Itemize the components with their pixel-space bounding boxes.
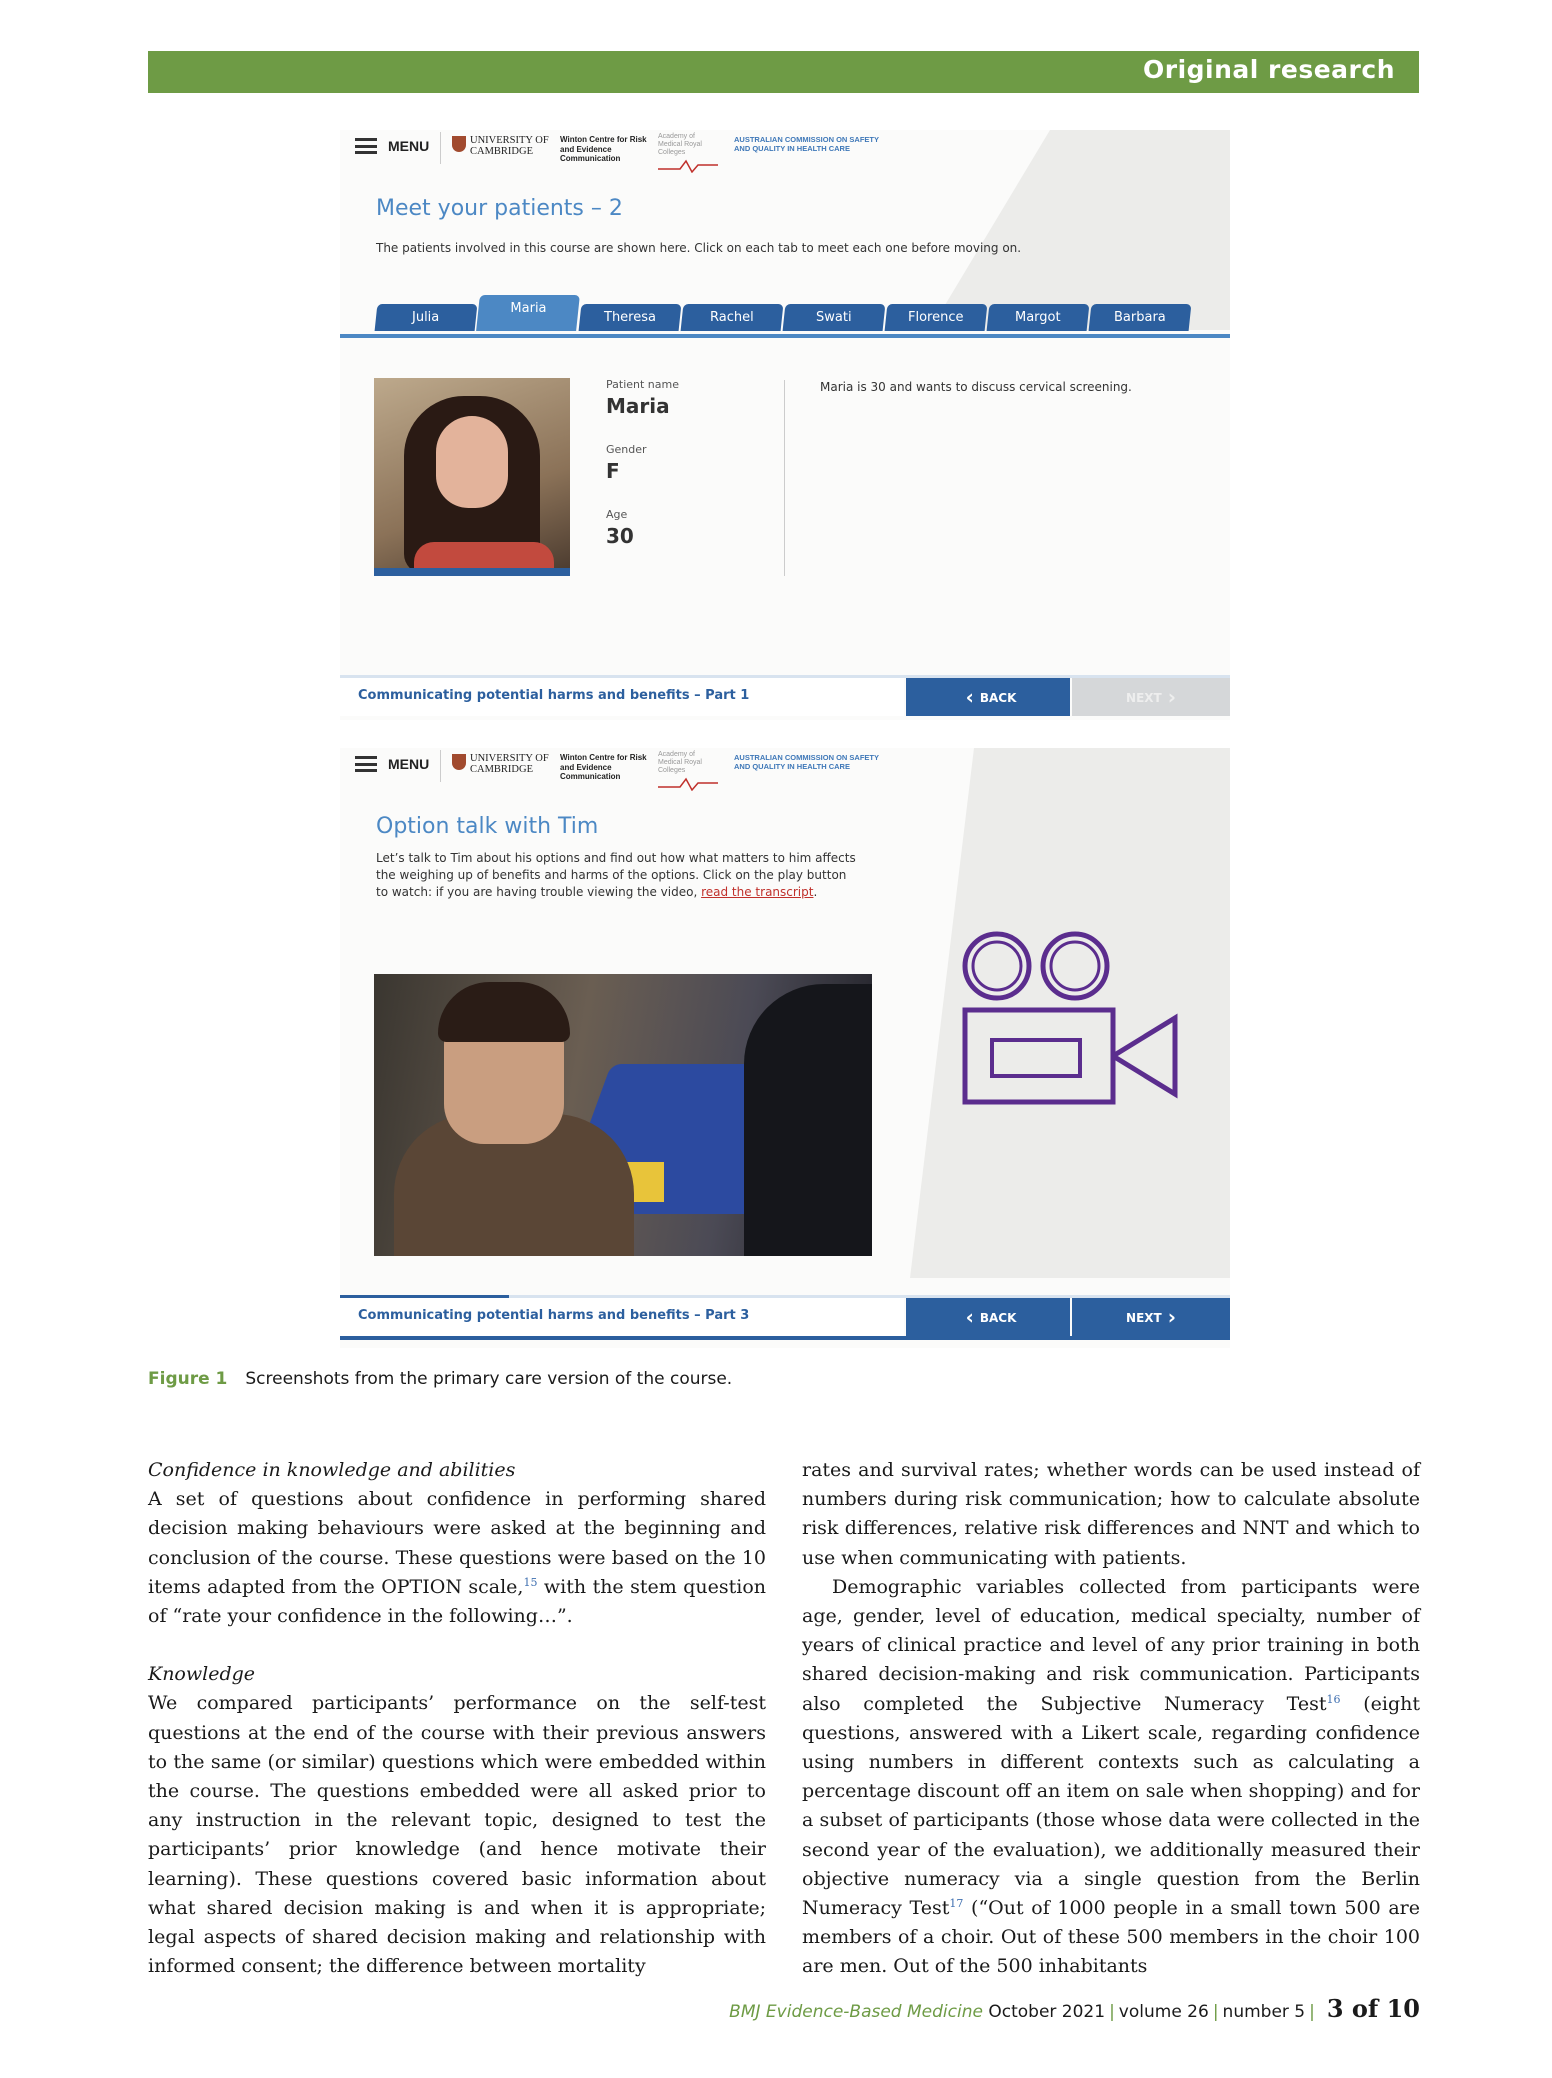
figure-label: Figure 1 [148,1369,228,1389]
next-label: NEXT [1126,691,1162,705]
patient-age: 30 [606,524,634,548]
chevron-right-icon: › [1167,685,1176,709]
video-foreground-figure [744,984,872,1256]
transcript-link[interactable]: read the transcript [701,885,814,899]
footer-title-bar [340,1298,904,1336]
paragraph-text: (eight questions, answered with a Likert scale, regarding confidence using numbers in different contexts such as calculating a percentage discount off an item on sale when shopping) and for a subset of participants (those whose data were collected in the second year of the evaluation), we additionally measured their objective numeracy via a single question from the Berlin Numeracy Test [802,1692,1420,1920]
tab-label: Julia [412,310,440,325]
reference-link[interactable]: 17 [949,1897,964,1911]
cambridge-logo: UNIVERSITY OF CAMBRIDGE [470,135,549,157]
volume: volume 26 [1118,2002,1209,2022]
video-player[interactable] [374,974,872,1256]
course-screenshot-option-talk [340,748,1230,1348]
winton-logo: Winton Centre for Risk and Evidence Communication [560,135,647,163]
journal-name: BMJ Evidence-Based Medicine [729,2002,983,2022]
ecg-line-icon [658,775,718,791]
chevron-left-icon: ‹ [965,1305,974,1329]
tab-swati[interactable] [783,304,886,331]
winton-logo: Winton Centre for Risk and Evidence Communication [560,753,647,781]
reference-link[interactable]: 16 [1326,1692,1341,1706]
tab-barbara[interactable] [1089,304,1192,331]
instruction-text: to watch: if you are having trouble viewing the video, [376,885,702,899]
back-label: BACK [979,691,1017,705]
academy-logo: Academy of Medical Royal Colleges [658,133,702,156]
tab-maria[interactable] [476,295,580,331]
next-button[interactable] [1072,678,1230,716]
paragraph: rates and survival rates; whether words can be used instead of numbers during risk communication; how to calculate absolute risk differences, relative risk differences and NNT and which to use when communicating with patients. [802,1459,1420,1569]
patient-gender: F [606,459,620,483]
tab-underline [340,334,1230,338]
next-label: NEXT [1126,1311,1162,1325]
paragraph [148,1485,766,1631]
issue-number: number 5 [1222,2002,1306,2022]
separator: | [1212,2002,1219,2022]
chevron-right-icon: › [1167,1305,1176,1329]
course-topbar [340,130,1230,200]
figure-caption-text: Screenshots from the primary care version of the course. [245,1369,733,1389]
age-label: Age [606,508,628,521]
section-heading: Confidence in knowledge and abilities [148,1459,516,1481]
screen-instructions: The patients involved in this course are shown here. Click on each tab to meet each one before moving on. [376,241,1022,255]
patient-name: Maria [606,394,670,418]
paragraph-text: with the stem question of “rate your confidence in the following…”. [148,1575,766,1628]
tab-label: Barbara [1114,310,1166,325]
tab-label: Florence [908,310,964,325]
course-footer [340,675,1230,719]
tab-label: Rachel [710,310,754,325]
instruction-line: the weighing up of benefits and harms of the options. Click on the play button [376,868,847,882]
australian-commission-logo: AUSTRALIAN COMMISSION ON SAFETY AND QUALITY IN HEALTH CARE [734,135,879,153]
section-label: Original research [1143,55,1395,84]
patient-name-label: Patient name [606,378,679,391]
instruction-line [376,884,856,901]
back-button[interactable] [906,1298,1070,1336]
footer-title-bar [340,678,904,716]
info-divider [784,380,785,576]
left-column [148,1456,766,1981]
menu-label[interactable]: MENU [388,138,430,154]
separator: | [1109,2002,1115,2022]
module-title: Communicating potential harms and benefits – Part 3 [358,1308,750,1323]
paragraph [802,1573,1420,1982]
ecg-line-icon [658,157,718,173]
tab-label: Swati [816,310,852,325]
hamburger-menu-icon[interactable] [355,756,377,772]
tab-theresa[interactable] [579,304,682,331]
course-footer [340,1295,1230,1339]
photo-accent-strip [374,568,570,576]
module-title: Communicating potential harms and benefits – Part 1 [358,688,750,703]
cambridge-logo: UNIVERSITY OF CAMBRIDGE [470,753,549,775]
tab-rachel[interactable] [681,304,784,331]
instruction-line: Let’s talk to Tim about his options and find out how what matters to him affects [376,851,856,865]
spacer [148,1631,766,1660]
screen-title: Meet your patients – 2 [376,196,623,221]
separator: | [1309,2002,1315,2022]
paragraph-text: (“Out of 1000 people in a small town 500 are members of a choir. Out of these 500 members in the choir 100 are men. Out of the 500 inhabitants [802,1897,1420,1978]
tab-julia[interactable] [375,304,478,331]
tab-label: Maria [510,301,547,316]
divider [440,750,441,782]
back-label: BACK [979,1311,1017,1325]
screen-instructions [376,850,856,901]
academy-logo: Academy of Medical Royal Colleges [658,751,702,774]
cambridge-crest-icon [452,136,466,152]
screen-title: Option talk with Tim [376,814,599,839]
menu-label[interactable]: MENU [388,756,430,772]
back-button[interactable] [906,678,1070,716]
course-screenshot-patients [340,130,1230,720]
tab-label: Margot [1015,310,1061,325]
video-hair [438,982,570,1042]
gender-label: Gender [606,443,647,456]
next-button[interactable] [1072,1298,1230,1336]
australian-commission-logo: AUSTRALIAN COMMISSION ON SAFETY AND QUALITY IN HEALTH CARE [734,753,879,771]
right-column [802,1456,1420,1982]
divider [440,132,441,164]
reference-link[interactable]: 15 [523,1575,538,1589]
photo-face [436,416,508,508]
patient-description: Maria is 30 and wants to discuss cervical screening. [820,380,1132,394]
figure-caption [148,1369,732,1389]
paragraph-text: A set of questions about confidence in performing shared decision making behaviours were asked at the beginning and conclusion of the course. These questions were based on the 10 items adapted from the OPTION scale, [148,1488,766,1598]
patient-photo [374,378,570,574]
tab-label: Theresa [604,310,656,325]
chevron-left-icon: ‹ [965,685,974,709]
issue-date: October 2021 [988,2002,1106,2022]
tab-florence[interactable] [885,304,988,331]
section-banner [148,51,1419,93]
video-camera-icon [960,928,1180,1108]
section-heading: Knowledge [148,1663,256,1686]
page-footer [729,1994,1420,2023]
instruction-text: . [813,885,818,899]
paragraph-text: Demographic variables collected from participants were age, gender, level of education, medical specialty, number of years of clinical practice and level of any prior training in both shared decision-making and risk communication. Participants also completed the Subjective Numeracy Test [802,1575,1420,1715]
footer-bottom-line [340,1336,1230,1340]
paragraph: We compared participants’ performance on the self-test questions at the end of the course with their previous answers to the same (or similar) questions which were embedded within the course. The questions embedded were all asked prior to any instruction in the relevant topic, designed to test the participants’ prior knowledge (and hence motivate their learning). These questions covered basic information about what shared decision making is and when it is appropriate; legal aspects of shared decision making and relationship with informed consent; the difference between mortality [148,1692,766,1978]
tab-margot[interactable] [987,304,1090,331]
cambridge-crest-icon [452,754,466,770]
page-number: 3 of 10 [1326,1994,1420,2023]
course-topbar [340,748,1230,818]
hamburger-menu-icon[interactable] [355,138,377,154]
